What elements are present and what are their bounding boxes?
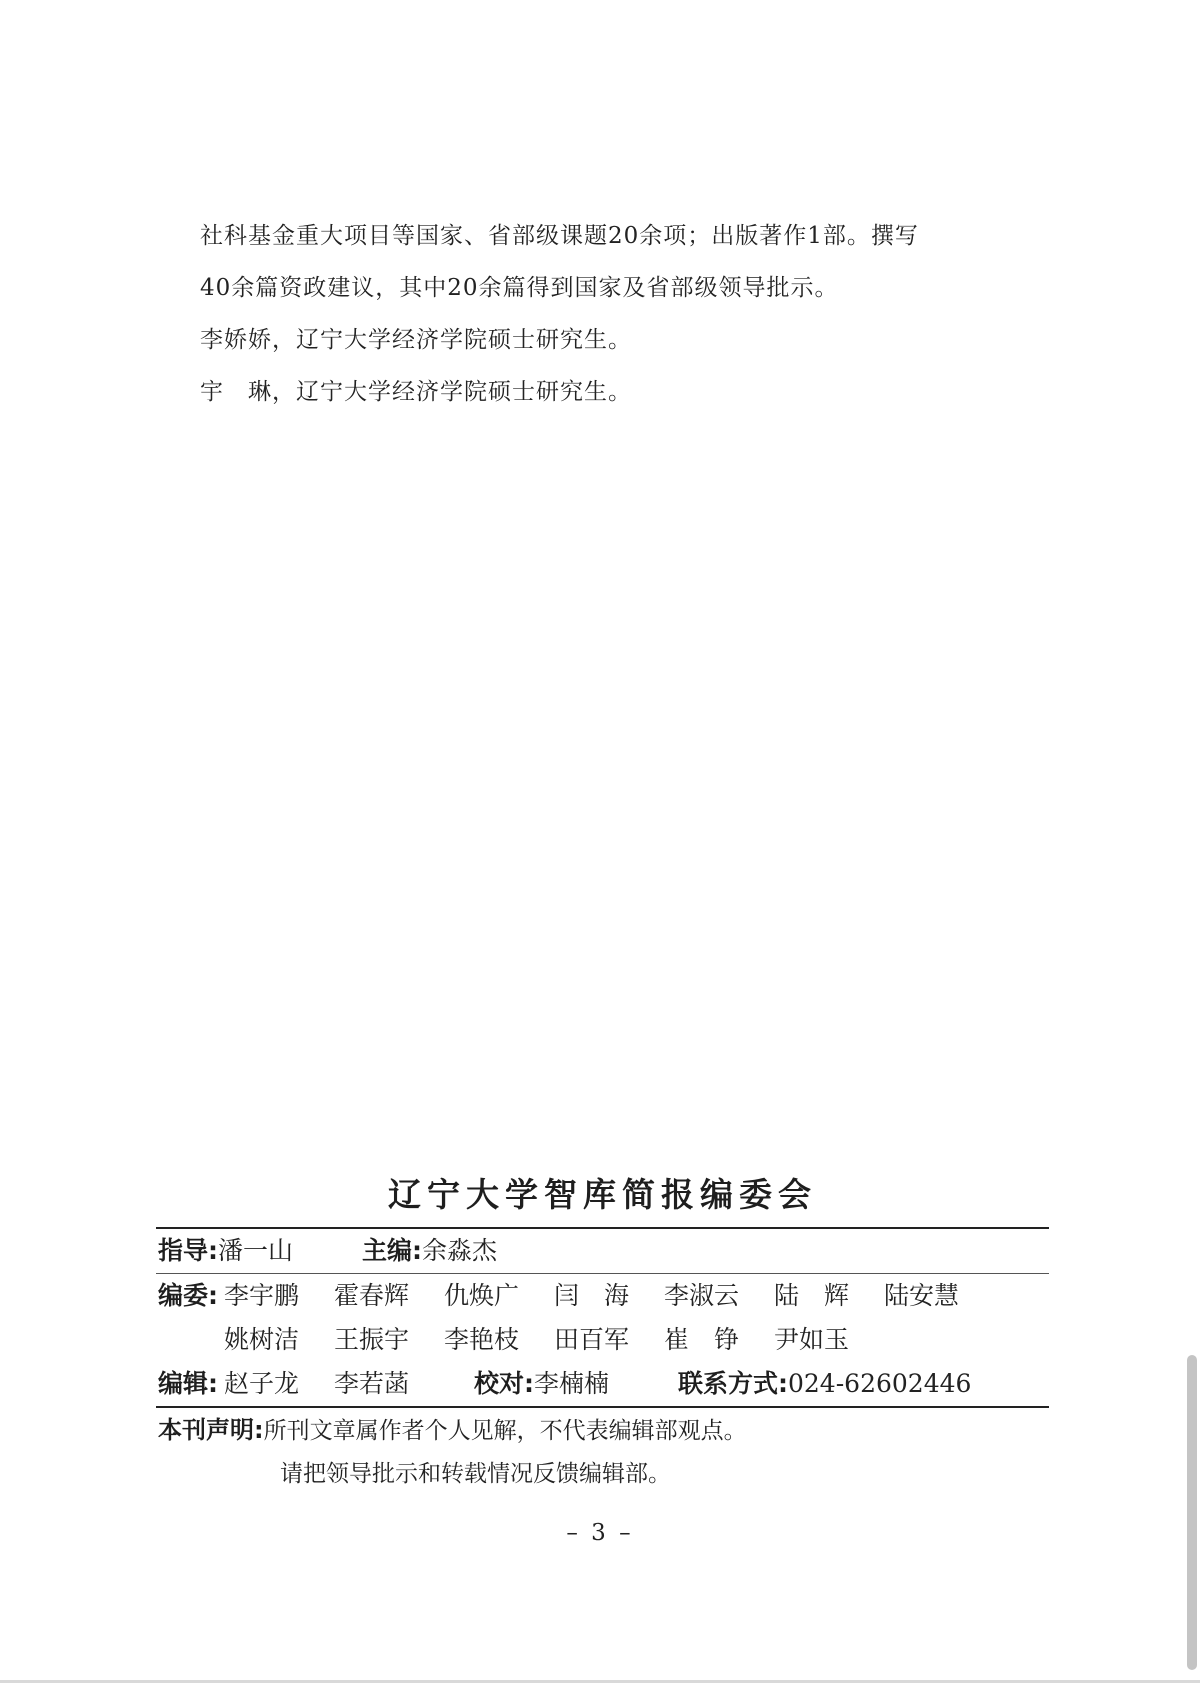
editorial-board xyxy=(156,1163,1049,1496)
body-line: 40余篇资政建议，其中20余篇得到国家及省部级领导批示。 xyxy=(200,275,839,301)
statement-text: 请把领导批示和转载情况反馈编辑部。 xyxy=(280,1461,671,1487)
committee-member: 陆 辉 xyxy=(774,1281,850,1310)
contact-label: 联系方式: xyxy=(678,1369,788,1398)
statement-row-2 xyxy=(156,1452,1049,1496)
proofreader-value: 李楠楠 xyxy=(534,1369,610,1398)
proofreader-label: 校对: xyxy=(474,1369,534,1398)
committee-member: 崔 铮 xyxy=(664,1325,740,1354)
committee-member: 闫 海 xyxy=(554,1281,630,1310)
committee-member: 仇焕广 xyxy=(444,1281,520,1310)
editor-label: 编辑: xyxy=(158,1369,218,1398)
committee-label: 编委: xyxy=(158,1281,218,1310)
committee-member: 尹如玉 xyxy=(774,1325,850,1354)
chief-editor-value: 余淼杰 xyxy=(422,1236,498,1265)
statement-label: 本刊声明: xyxy=(158,1416,264,1444)
committee-member: 陆安慧 xyxy=(884,1281,960,1310)
committee-member: 王振宇 xyxy=(334,1325,410,1354)
committee-member: 田百军 xyxy=(554,1325,630,1354)
statement-text: 所刊文章属作者个人见解，不代表编辑部观点。 xyxy=(263,1418,747,1444)
editor-value: 李若菡 xyxy=(334,1369,410,1398)
page-number: – 3 – xyxy=(566,1520,634,1546)
contact-value: 024-62602446 xyxy=(788,1369,972,1398)
guide-chief-row xyxy=(156,1229,1049,1273)
statement-row xyxy=(156,1408,1049,1452)
body-line: 社科基金重大项目等国家、省部级课题20余项；出版著作1部。撰写 xyxy=(200,223,919,249)
guide-label: 指导: xyxy=(158,1236,218,1265)
body-line: 李娇娇，辽宁大学经济学院硕士研究生。 xyxy=(200,327,632,353)
committee-member: 姚树洁 xyxy=(224,1325,300,1354)
guide-value: 潘一山 xyxy=(218,1236,294,1265)
committee-member: 李淑云 xyxy=(664,1281,740,1310)
editor-row xyxy=(156,1362,1049,1406)
author-bio-text xyxy=(200,210,1020,418)
committee-row-2 xyxy=(156,1318,1049,1362)
body-line: 宇 琳，辽宁大学经济学院硕士研究生。 xyxy=(200,379,632,405)
editor-value: 赵子龙 xyxy=(224,1369,300,1398)
committee-member: 霍春辉 xyxy=(334,1281,410,1310)
vertical-scrollbar[interactable] xyxy=(1187,1355,1197,1670)
committee-row-1 xyxy=(156,1274,1049,1318)
editorial-board-title: 辽宁大学智库简报编委会 xyxy=(388,1175,817,1214)
chief-editor-label: 主编: xyxy=(362,1236,422,1265)
committee-member: 李艳枝 xyxy=(444,1325,520,1354)
committee-member: 李宇鹏 xyxy=(224,1281,300,1310)
